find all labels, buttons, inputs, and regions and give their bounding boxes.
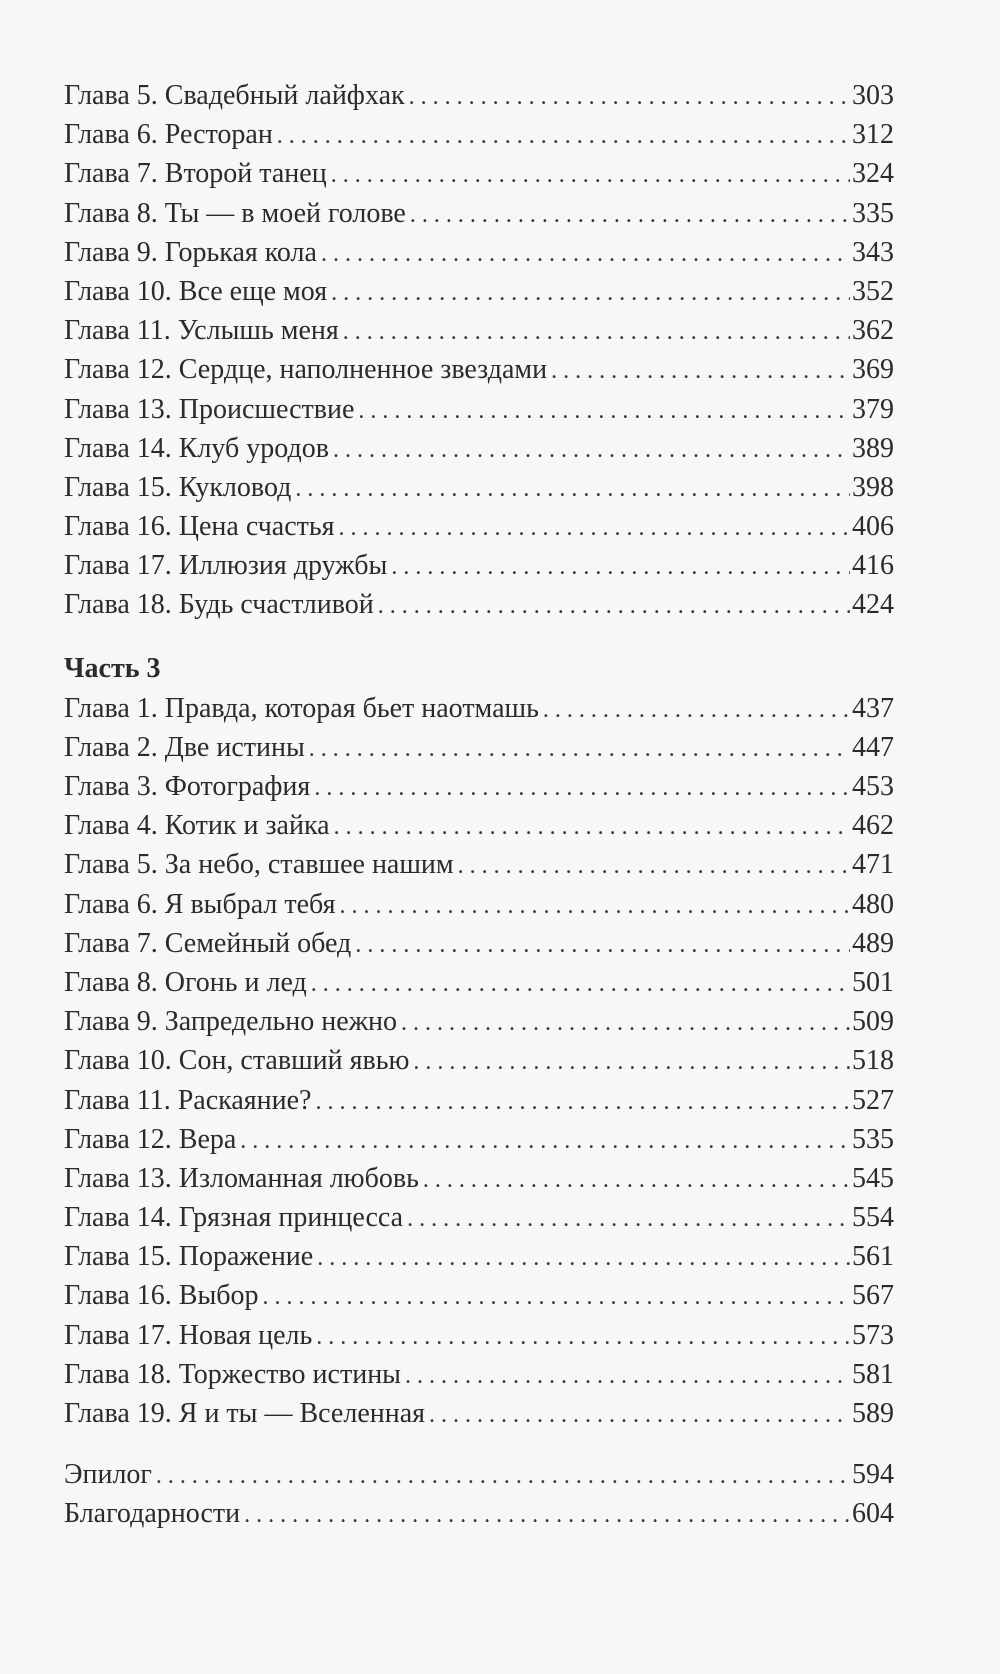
toc-entry-page: 589	[852, 1398, 894, 1429]
dot-leader	[331, 274, 850, 313]
part-heading: Часть 3	[64, 652, 161, 684]
part2-chapter-list	[64, 76, 894, 625]
toc-entry-page: 406	[852, 511, 894, 543]
toc-entry-page: 335	[852, 197, 894, 229]
dot-leader	[334, 808, 850, 847]
dot-leader	[409, 78, 850, 117]
toc-entry-title: Глава 15. Кукловод	[64, 471, 292, 503]
toc-entry	[64, 1002, 894, 1041]
dot-leader	[378, 587, 850, 626]
dot-leader	[543, 691, 850, 730]
toc-entry	[64, 1159, 894, 1198]
toc-entry-title: Глава 6. Ресторан	[64, 119, 273, 151]
dot-leader	[309, 730, 850, 769]
toc-entry-title: Глава 14. Клуб уродов	[64, 432, 329, 464]
dot-leader	[358, 392, 850, 431]
toc-entry-page: 398	[852, 471, 894, 503]
dot-leader	[339, 509, 850, 548]
toc-entry-page: 509	[852, 1006, 894, 1038]
toc-entry-title: Глава 12. Вера	[64, 1123, 237, 1155]
toc-entry	[64, 546, 894, 585]
toc-entry	[64, 885, 894, 924]
toc-entry	[64, 1316, 894, 1355]
toc-entry-title: Глава 13. Происшествие	[64, 393, 355, 425]
toc-entry	[64, 1394, 894, 1433]
toc-entry	[64, 1198, 894, 1237]
toc-entry-page: 518	[852, 1045, 894, 1077]
toc-entry-acknowledgements	[64, 1494, 894, 1533]
toc-entry-title: Глава 2. Две истины	[64, 731, 305, 763]
toc-entry-page: 527	[852, 1084, 894, 1116]
toc-entry-title: Глава 19. Я и ты — Вселенная	[64, 1398, 426, 1429]
toc-entry-page: 480	[852, 888, 894, 920]
toc-entry-title: Глава 4. Котик и зайка	[64, 810, 330, 842]
toc-entry-title: Глава 13. Изломанная любовь	[64, 1162, 419, 1194]
section-gap	[64, 1433, 894, 1455]
toc-entry-page: 343	[852, 236, 894, 268]
toc-entry	[64, 845, 894, 884]
toc-entry-title: Глава 7. Семейный обед	[64, 927, 352, 959]
dot-leader	[314, 769, 850, 808]
toc-entry-title: Глава 10. Все еще моя	[64, 275, 328, 307]
toc-entry	[64, 1041, 894, 1080]
dot-leader	[333, 431, 850, 470]
dot-leader	[331, 156, 850, 195]
toc-entry-page: 447	[852, 731, 894, 763]
toc-entry-title: Глава 12. Сердце, наполненное звездами	[64, 354, 548, 386]
dot-leader	[156, 1457, 850, 1496]
toc-entry-page: 379	[852, 393, 894, 425]
toc-entry-page: 489	[852, 927, 894, 959]
toc-entry-title: Глава 6. Я выбрал тебя	[64, 888, 336, 920]
toc-entry-title: Глава 5. За небо, ставшее нашим	[64, 849, 454, 881]
toc-entry-page: 501	[852, 966, 894, 998]
toc-entry	[64, 272, 894, 311]
toc-entry-page: 545	[852, 1162, 894, 1194]
toc-entry	[64, 1237, 894, 1276]
toc-entry	[64, 1276, 894, 1315]
toc-entry	[64, 311, 894, 350]
toc-entry	[64, 924, 894, 963]
toc-entry-title: Глава 18. Будь счастливой	[64, 589, 374, 621]
toc-entry	[64, 429, 894, 468]
toc-entry-page: 535	[852, 1123, 894, 1155]
dot-leader	[405, 1357, 850, 1396]
dot-leader	[315, 1083, 850, 1122]
toc-entry-title: Глава 5. Свадебный лайфхак	[64, 80, 405, 111]
toc-entry-title: Глава 17. Новая цель	[64, 1319, 313, 1351]
toc-entry-page: 453	[852, 771, 894, 802]
toc-entry-page: 424	[852, 589, 894, 621]
dot-leader	[423, 1161, 850, 1200]
toc-entry-epilogue	[64, 1455, 894, 1494]
toc-entry-title: Глава 11. Услышь меня	[64, 315, 339, 347]
toc-entry-page: 471	[852, 849, 894, 881]
toc-entry	[64, 233, 894, 272]
toc-entry-title: Глава 1. Правда, которая бьет наотмашь	[64, 692, 539, 724]
toc-entry-title: Благодарности	[64, 1498, 241, 1530]
toc-entry	[64, 963, 894, 1002]
toc-entry-page: 362	[852, 315, 894, 347]
dot-leader	[277, 117, 850, 156]
toc-entry-page: 554	[852, 1202, 894, 1234]
dot-leader	[343, 313, 850, 352]
toc-entry-page: 416	[852, 550, 894, 582]
dot-leader	[410, 196, 850, 235]
dot-leader	[458, 847, 850, 886]
toc-entry-title: Эпилог	[64, 1459, 152, 1491]
toc-entry	[64, 350, 894, 389]
toc-entry-page: 573	[852, 1319, 894, 1351]
toc-entry-title: Глава 14. Грязная принцесса	[64, 1202, 404, 1234]
toc-entry-page: 462	[852, 810, 894, 842]
toc-entry-title: Глава 15. Поражение	[64, 1241, 314, 1273]
toc-entry-title: Глава 3. Фотография	[64, 771, 311, 802]
toc-entry-page: 352	[852, 275, 894, 307]
toc-entry	[64, 154, 894, 193]
toc-entry-page: 389	[852, 432, 894, 464]
toc-entry-page: 561	[852, 1241, 894, 1273]
dot-leader	[407, 1200, 850, 1239]
toc-entry	[64, 728, 894, 767]
dot-leader	[413, 1043, 850, 1082]
dot-leader	[317, 1239, 850, 1278]
toc-entry-title: Глава 8. Ты — в моей голове	[64, 197, 406, 229]
toc-entry	[64, 1081, 894, 1120]
toc-entry	[64, 507, 894, 546]
toc-entry	[64, 468, 894, 507]
toc-entry-page: 369	[852, 354, 894, 386]
dot-leader	[244, 1496, 850, 1535]
toc-entry-title: Глава 8. Огонь и лед	[64, 966, 307, 998]
toc-entry	[64, 767, 894, 806]
toc-entry-title: Глава 16. Цена счастья	[64, 511, 335, 543]
toc-entry-page: 567	[852, 1280, 894, 1312]
dot-leader	[311, 965, 850, 1004]
dot-leader	[551, 352, 850, 391]
toc-entry	[64, 390, 894, 429]
dot-leader	[295, 470, 850, 509]
back-matter-list	[64, 1455, 894, 1533]
toc-entry-title: Глава 18. Торжество истины	[64, 1358, 401, 1390]
toc-entry-title: Глава 7. Второй танец	[64, 158, 327, 190]
toc-entry-page: 437	[852, 692, 894, 724]
toc-entry-title: Глава 17. Иллюзия дружбы	[64, 550, 388, 582]
toc-entry-title: Глава 10. Сон, ставший явью	[64, 1045, 410, 1077]
dot-leader	[391, 548, 850, 587]
toc-entry-page: 324	[852, 158, 894, 190]
toc-entry-page: 303	[852, 80, 894, 111]
toc-entry	[64, 115, 894, 154]
toc-entry	[64, 1355, 894, 1394]
dot-leader	[429, 1396, 850, 1435]
toc-entry-page: 604	[852, 1498, 894, 1530]
toc-entry-page: 312	[852, 119, 894, 151]
part3-chapter-list	[64, 689, 894, 1434]
dot-leader	[240, 1122, 850, 1161]
toc-entry	[64, 806, 894, 845]
toc-entry-title: Глава 11. Раскаяние?	[64, 1084, 312, 1116]
dot-leader	[321, 235, 850, 274]
toc-entry	[64, 585, 894, 624]
toc-entry	[64, 194, 894, 233]
toc-entry-page: 594	[852, 1459, 894, 1491]
dot-leader	[401, 1004, 850, 1043]
dot-leader	[355, 926, 850, 965]
dot-leader	[263, 1278, 851, 1317]
dot-leader	[339, 887, 850, 926]
toc-entry-page: 581	[852, 1358, 894, 1390]
dot-leader	[316, 1318, 850, 1357]
table-of-contents	[64, 76, 894, 1534]
toc-entry	[64, 76, 894, 115]
toc-entry-title: Глава 9. Горькая кола	[64, 236, 317, 268]
toc-entry-title: Глава 9. Запредельно нежно	[64, 1006, 398, 1038]
toc-entry-title: Глава 16. Выбор	[64, 1280, 259, 1312]
toc-entry	[64, 1120, 894, 1159]
toc-entry	[64, 689, 894, 728]
